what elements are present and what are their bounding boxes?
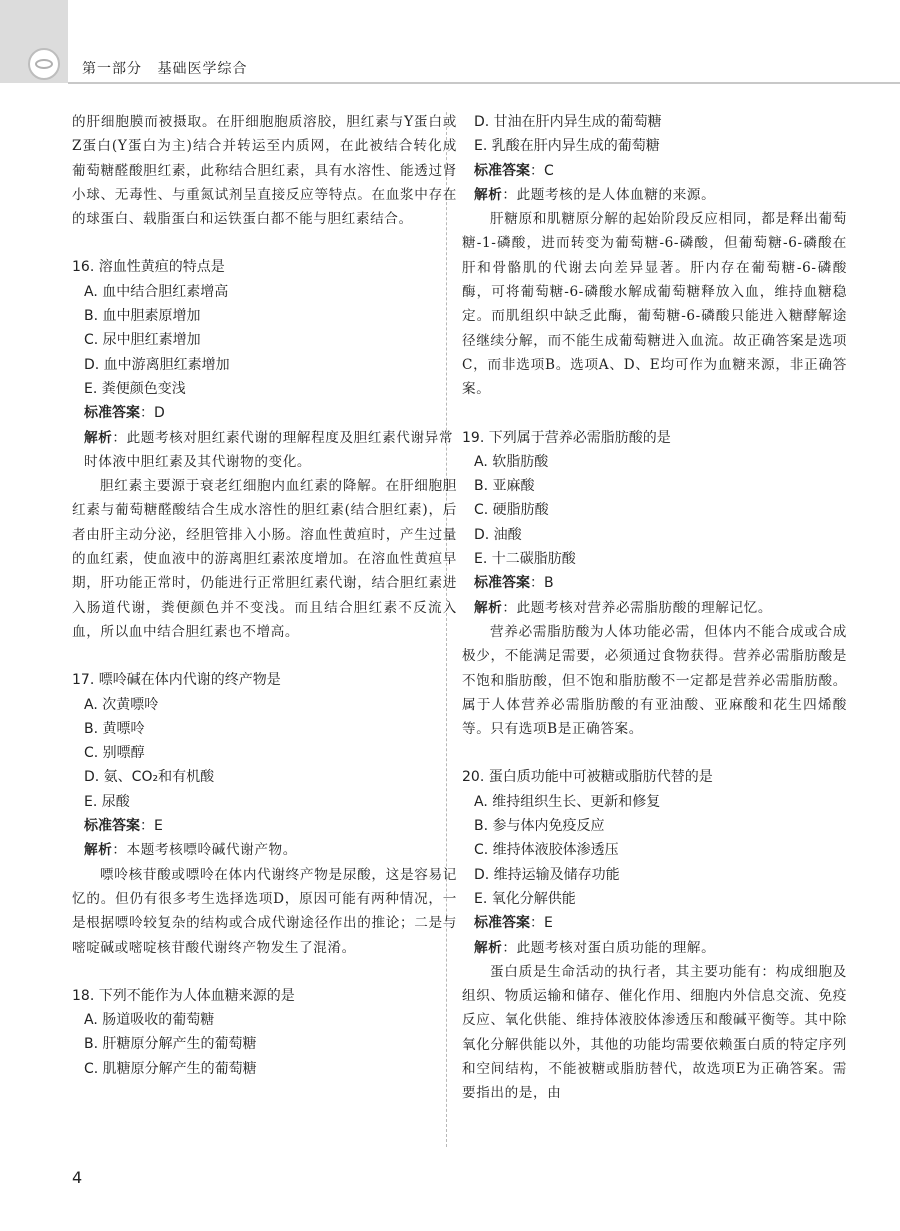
q20-option-d: D. 维持运输及储存功能 bbox=[474, 866, 620, 883]
q18-option-d: D. 甘油在肝内异生成的葡萄糖 bbox=[474, 114, 662, 130]
left-column bbox=[72, 110, 457, 1081]
q19-option-d: D. 油酸 bbox=[474, 526, 522, 543]
q19-explanation-body: 营养必需脂肪酸为人体功能必需，但体内不能合成或合成极少，不能满足需要，必须通过食物获得。营养必需脂肪酸是不饱和脂肪酸，但不饱和脂肪酸不一定都是营养必需脂肪酸。属于人体营养必需脂肪酸的有亚油酸、亚麻酸和花生四烯酸等。只有选项B是正确答案。 bbox=[462, 623, 847, 738]
q18-explanation-head: 解析：此题考核的是人体血糖的来源。 bbox=[474, 186, 716, 203]
q20-option-c: C. 维持体液胶体渗透压 bbox=[474, 842, 619, 859]
q19-option-c: C. 硬脂肪酸 bbox=[474, 502, 549, 519]
header-section: 基础医学综合 bbox=[157, 61, 248, 77]
q19-option-b: B. 亚麻酸 bbox=[474, 478, 535, 495]
q17-option-e: E. 尿酸 bbox=[84, 793, 130, 810]
q16-option-d: D. 血中游离胆红素增加 bbox=[84, 356, 230, 373]
right-column bbox=[462, 110, 847, 1106]
q17-option-a: A. 次黄嘌呤 bbox=[84, 696, 159, 713]
q20-option-a: A. 维持组织生长、更新和修复 bbox=[474, 793, 661, 810]
q19-answer: 标准答案：B bbox=[474, 575, 554, 592]
q17-option-d: D. 氨、CO₂和有机酸 bbox=[84, 769, 215, 786]
q18-option-c: C. 肌糖原分解产生的葡萄糖 bbox=[84, 1060, 257, 1077]
question-17-title: 17. 嘌呤碱在体内代谢的终产物是 bbox=[72, 672, 281, 689]
page-header bbox=[0, 0, 900, 83]
q16-option-b: B. 血中胆素原增加 bbox=[84, 308, 201, 325]
question-16-title: 16. 溶血性黄疸的特点是 bbox=[72, 259, 225, 276]
q20-answer: 标准答案：E bbox=[474, 915, 553, 932]
q19-explanation-head: 解析：此题考核对营养必需脂肪酸的理解记忆。 bbox=[474, 599, 773, 616]
q18-option-e: E. 乳酸在肝内异生成的葡萄糖 bbox=[474, 138, 660, 155]
q17-answer: 标准答案：E bbox=[84, 818, 163, 835]
q16-option-c: C. 尿中胆红素增加 bbox=[84, 332, 201, 349]
q20-explanation-head: 解析：此题考核对蛋白质功能的理解。 bbox=[474, 939, 716, 956]
q18-answer: 标准答案：C bbox=[474, 162, 554, 179]
q16-option-e: E. 粪便颜色变浅 bbox=[84, 380, 186, 397]
q18-option-a: A. 肠道吸收的葡萄糖 bbox=[84, 1012, 215, 1029]
q16-answer: 标准答案：D bbox=[84, 405, 165, 422]
page-number: 4 bbox=[72, 1168, 83, 1187]
header-rule bbox=[68, 82, 900, 84]
q16-explanation-body: 胆红素主要源于衰老红细胞内血红素的降解。在肝细胞胆红素与葡萄糖醛酸结合生成水溶性的胆红素(结合胆红素)，后者由肝主动分泌，经胆管排入小肠。溶血性黄疸时，产生过量的血红素，使血液中的游离胆红素浓度增加。在溶血性黄疸早期，肝功能正常时，仍能进行正常胆红素代谢，结合胆红素进入肠道代谢，粪便颜色并不变浅。而且结合胆红素不反流入血，所以血中结合胆红素也不增高。 bbox=[72, 478, 457, 640]
q16-option-a: A. 血中结合胆红素增高 bbox=[84, 283, 229, 300]
publisher-logo-icon bbox=[28, 48, 60, 80]
header-part: 第一部分 bbox=[82, 61, 142, 77]
q18-explanation-body: 肝糖原和肌糖原分解的起始阶段反应相同，都是释出葡萄糖-1-磷酸，进而转变为葡萄糖-6-磷酸，但葡萄糖-6-磷酸在肝和骨骼肌的代谢去向差异显著。肝内存在葡萄糖-6-磷酸酶，可将葡萄糖-6-磷酸水解成葡萄糖释放入血，维持血糖稳定。而肌组织中缺乏此酶，葡萄糖-6-磷酸只能进入糖酵解途径继续分解，而不能生成葡萄糖进入血流。故正确答案是选项C，而非选项B。选项A、D、E均可作为血糖来源，非正确答案。 bbox=[462, 211, 847, 398]
question-20-title: 20. 蛋白质功能中可被糖或脂肪代替的是 bbox=[462, 769, 713, 786]
intro-paragraph: 的肝细胞膜而被摄取。在肝细胞胞质溶胶，胆红素与Y蛋白或Z蛋白(Y蛋白为主)结合并转运至内质网，在此被结合转化成葡萄糖醛酸胆红素，此称结合胆红素，具有水溶性、能透过肾小球、无毒性、与重氮试剂呈直接反应等特点。在血浆中存在的球蛋白、载脂蛋白和运铁蛋白都不能与胆红素结合。 bbox=[72, 114, 457, 228]
q18-option-b: B. 肝糖原分解产生的葡萄糖 bbox=[84, 1036, 257, 1053]
q20-option-e: E. 氧化分解供能 bbox=[474, 890, 576, 907]
q17-option-c: C. 别嘌醇 bbox=[84, 745, 145, 762]
q19-option-e: E. 十二碳脂肪酸 bbox=[474, 551, 576, 568]
running-header bbox=[82, 58, 257, 78]
q16-explanation-head: 解析：此题考核对胆红素代谢的理解程度及胆红素代谢异常时体液中胆红素及其代谢物的变化。 bbox=[84, 429, 454, 470]
question-18-title: 18. 下列不能作为人体血糖来源的是 bbox=[72, 987, 295, 1004]
question-19-title: 19. 下列属于营养必需脂肪酸的是 bbox=[462, 429, 671, 446]
q19-option-a: A. 软脂肪酸 bbox=[474, 453, 549, 470]
q17-option-b: B. 黄嘌呤 bbox=[84, 720, 145, 737]
q17-explanation-body: 嘌呤核苷酸或嘌呤在体内代谢终产物是尿酸，这是容易记忆的。但仍有很多考生选择选项D，原因可能有两种情况，一是根据嘌呤较复杂的结构或合成代谢途径作出的推论；二是与嘧啶碱或嘧啶核苷酸代谢终产物发生了混淆。 bbox=[72, 866, 457, 956]
q17-explanation-head: 解析：本题考核嘌呤碱代谢产物。 bbox=[84, 842, 297, 859]
q20-option-b: B. 参与体内免疫反应 bbox=[474, 818, 605, 835]
q20-explanation-body: 蛋白质是生命活动的执行者，其主要功能有：构成细胞及组织、物质运输和储存、催化作用、细胞内外信息交流、免疫反应、氧化供能、维持体液胶体渗透压和酸碱平衡等。其中除氧化分解供能以外，其他的功能均需要依赖蛋白质的特定序列和空间结构，不能被糖或脂肪替代，故选项E为正确答案。需要指出的是，由 bbox=[462, 963, 847, 1102]
